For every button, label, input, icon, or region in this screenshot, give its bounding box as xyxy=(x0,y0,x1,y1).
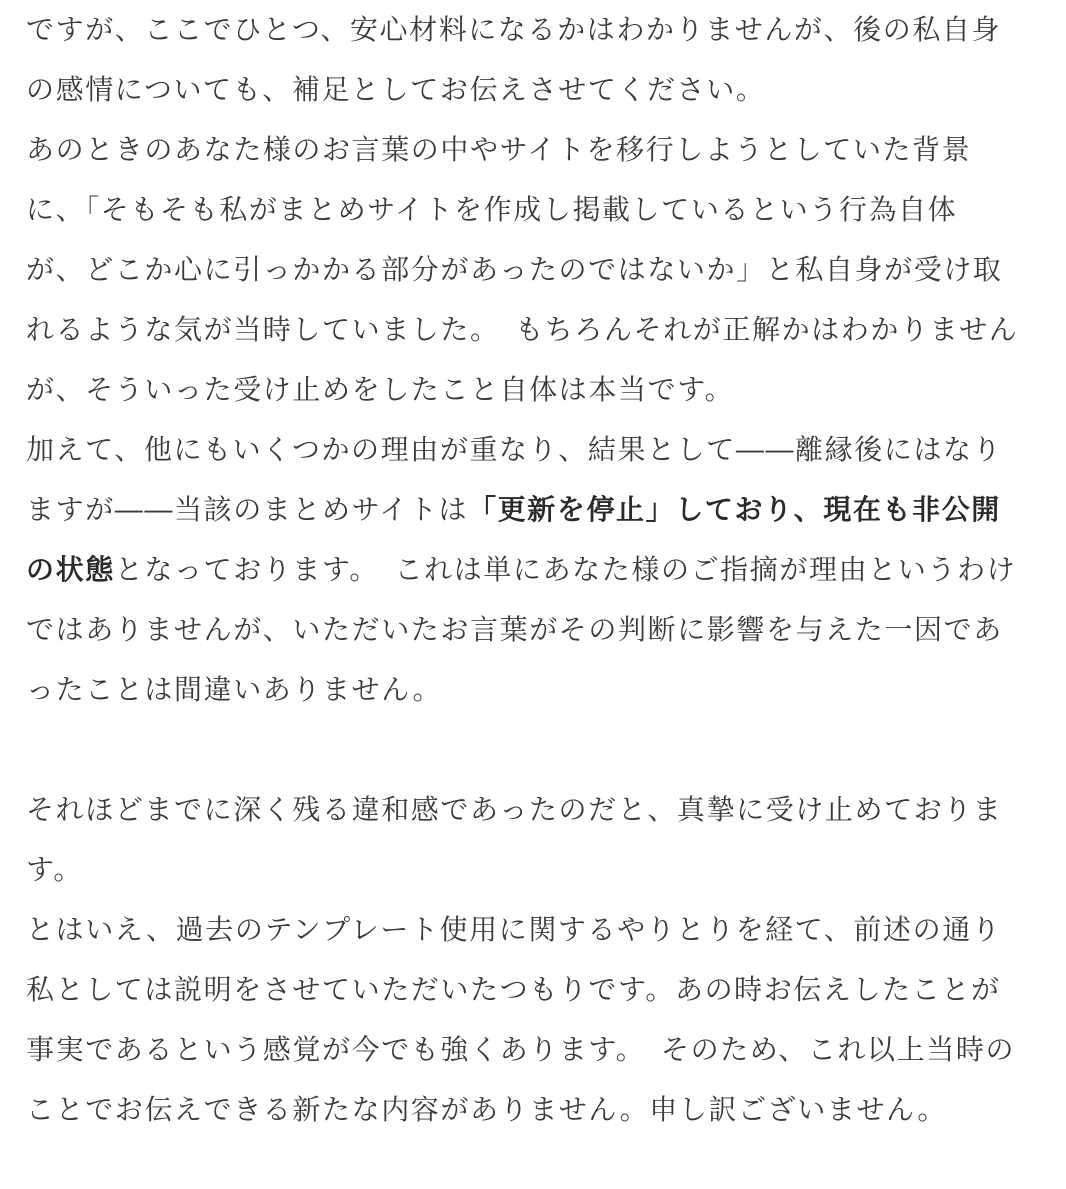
text-line: れるような気が当時していました。 もちろんそれが正解かはわかりません xyxy=(26,313,1019,346)
text-line: 加えて、他にもいくつかの理由が重なり、結果として――離縁後にはなり xyxy=(26,433,1003,466)
emphasis-text: の状態 xyxy=(26,553,115,586)
text-line: ですが、ここでひとつ、安心材料になるかはわかりませんが、後の私自身 xyxy=(26,13,1002,46)
text-line: あのときのあなた様のお言葉の中やサイトを移行しようとしていた背景 xyxy=(26,133,972,166)
paragraph-spacer xyxy=(26,720,1040,780)
text-line-with-emphasis xyxy=(26,480,1040,540)
text-line: が、そういった受け止めをしたこと自体は本当です。 xyxy=(26,373,735,406)
text-line: の感情についても、補足としてお伝えさせてください。 xyxy=(26,73,766,106)
text-line: 私としては説明をさせていただいたつもりです。あの時お伝えしたことが xyxy=(26,973,1001,1006)
text-line: ったことは間違いありません。 xyxy=(26,673,443,706)
emphasis-text: 「更新を停止」しており、現在も非公開 xyxy=(468,493,1001,526)
text-line: それほどまでに深く残る違和感であったのだと、真摯に受け止めておりま xyxy=(26,793,1003,826)
text-line: ことでお伝えできる新たな内容がありません。申し訳ございません。 xyxy=(26,1093,947,1126)
document-body xyxy=(26,0,1040,1140)
text-line: が、どこか心に引っかかる部分があったのではないか」と私自身が受け取 xyxy=(26,253,1003,286)
text-line-with-emphasis xyxy=(26,540,1040,600)
text-line: に、「そもそも私がまとめサイトを作成し掲載しているという行為自体 xyxy=(26,193,958,226)
text-segment: ますが――当該のまとめサイトは xyxy=(26,493,469,526)
text-line: 事実であるという感覚が今でも強くあります。 そのため、これ以上当時の xyxy=(26,1033,1016,1066)
text-line: す。 xyxy=(26,853,83,886)
text-segment: となっております。 これは単にあなた様のご指摘が理由というわけ xyxy=(114,553,1017,586)
text-line: とはいえ、過去のテンプレート使用に関するやりとりを経て、前述の通り xyxy=(26,913,1002,946)
text-line: ではありませんが、いただいたお言葉がその判断に影響を与えた一因であ xyxy=(26,613,1003,646)
